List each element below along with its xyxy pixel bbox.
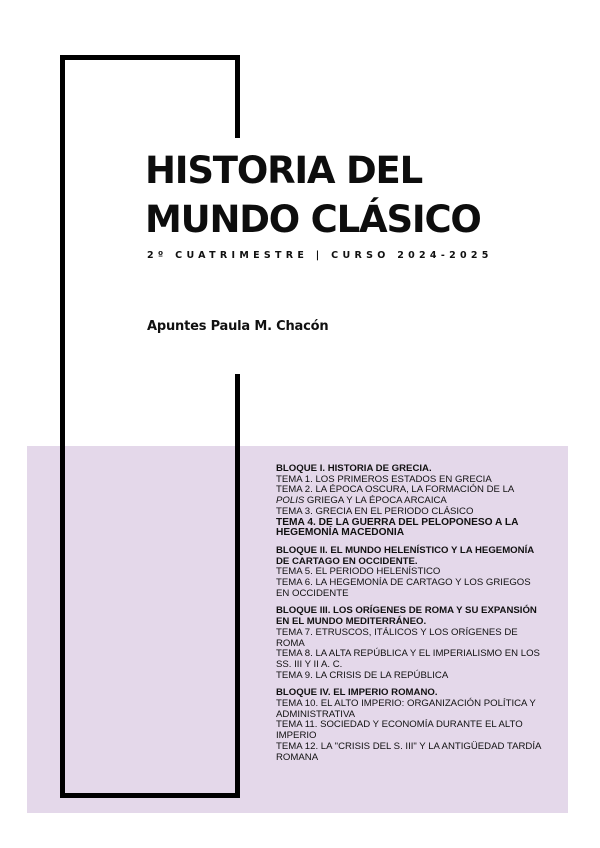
topic-item: TEMA 9. LA CRISIS DE LA REPÚBLICA: [276, 669, 449, 681]
topic-item-current: TEMA 4. DE LA GUERRA DEL PELOPONESO A LA HEGEMONÍA MACEDONIA: [276, 516, 519, 539]
toc-block-2: [276, 546, 541, 600]
toc-block-1: [276, 464, 541, 539]
author: Apuntes Paula M. Chacón: [147, 319, 329, 334]
frame-right-upper-line: [235, 55, 240, 138]
subtitle: 2º CUATRIMESTRE | CURSO 2024-2025: [147, 250, 493, 261]
title-line-2: MUNDO CLÁSICO: [145, 198, 481, 241]
topic-item-rest: GRIEGA Y LA ÉPOCA ARCAICA: [304, 495, 447, 507]
block-title: BLOQUE IV. EL IMPERIO ROMANO.: [276, 687, 438, 699]
table-of-contents: [276, 464, 541, 770]
topic-item: TEMA 7. ETRUSCOS, ITÁLICOS Y LOS ORÍGENES DE ROMA: [276, 626, 518, 649]
page-title: [145, 146, 585, 244]
topic-italic-word: POLIS: [276, 495, 305, 507]
toc-block-3: [276, 606, 541, 681]
topic-item: TEMA 12. LA "CRISIS DEL S. III" Y LA ANTIGÜEDAD TARDÍA ROMANA: [276, 740, 541, 763]
block-title: BLOQUE II. EL MUNDO HELENÍSTICO Y LA HEGEMONÍA DE CARTAGO EN OCCIDENTE.: [276, 544, 534, 567]
frame-top-line: [60, 55, 240, 60]
topic-item: TEMA 5. EL PERIODO HELENÍSTICO: [276, 566, 441, 578]
frame-right-lower-line: [235, 374, 240, 798]
block-title: BLOQUE I. HISTORIA DE GRECIA.: [276, 463, 432, 474]
topic-item: TEMA 3. GRECIA EN EL PERIODO CLÁSICO: [276, 505, 474, 517]
block-title: BLOQUE III. LOS ORÍGENES DE ROMA Y SU EXPANSIÓN EN EL MUNDO MEDITERRÁNEO.: [276, 605, 537, 628]
toc-block-4: [276, 688, 541, 763]
frame-bottom-line: [60, 793, 240, 798]
frame-left-line: [60, 55, 65, 798]
topic-item: TEMA 2. LA ÉPOCA OSCURA, LA FORMACIÓN DE LA: [276, 484, 515, 496]
topic-item: TEMA 8. LA ALTA REPÚBLICA Y EL IMPERIALISMO EN LOS SS. III Y II A. C.: [276, 648, 540, 670]
topic-item: TEMA 11. SOCIEDAD Y ECONOMÍA DURANTE EL ALTO IMPERIO: [276, 719, 523, 742]
topic-item: TEMA 6. LA HEGEMONÍA DE CARTAGO Y LOS GRIEGOS EN OCCIDENTE: [276, 577, 531, 599]
topic-item: TEMA 10. EL ALTO IMPERIO: ORGANIZACIÓN POLÍTICA Y ADMINISTRATIVA: [276, 698, 536, 720]
topic-item: TEMA 1. LOS PRIMEROS ESTADOS EN GRECIA: [276, 473, 492, 485]
title-line-1: HISTORIA DEL: [145, 149, 423, 192]
